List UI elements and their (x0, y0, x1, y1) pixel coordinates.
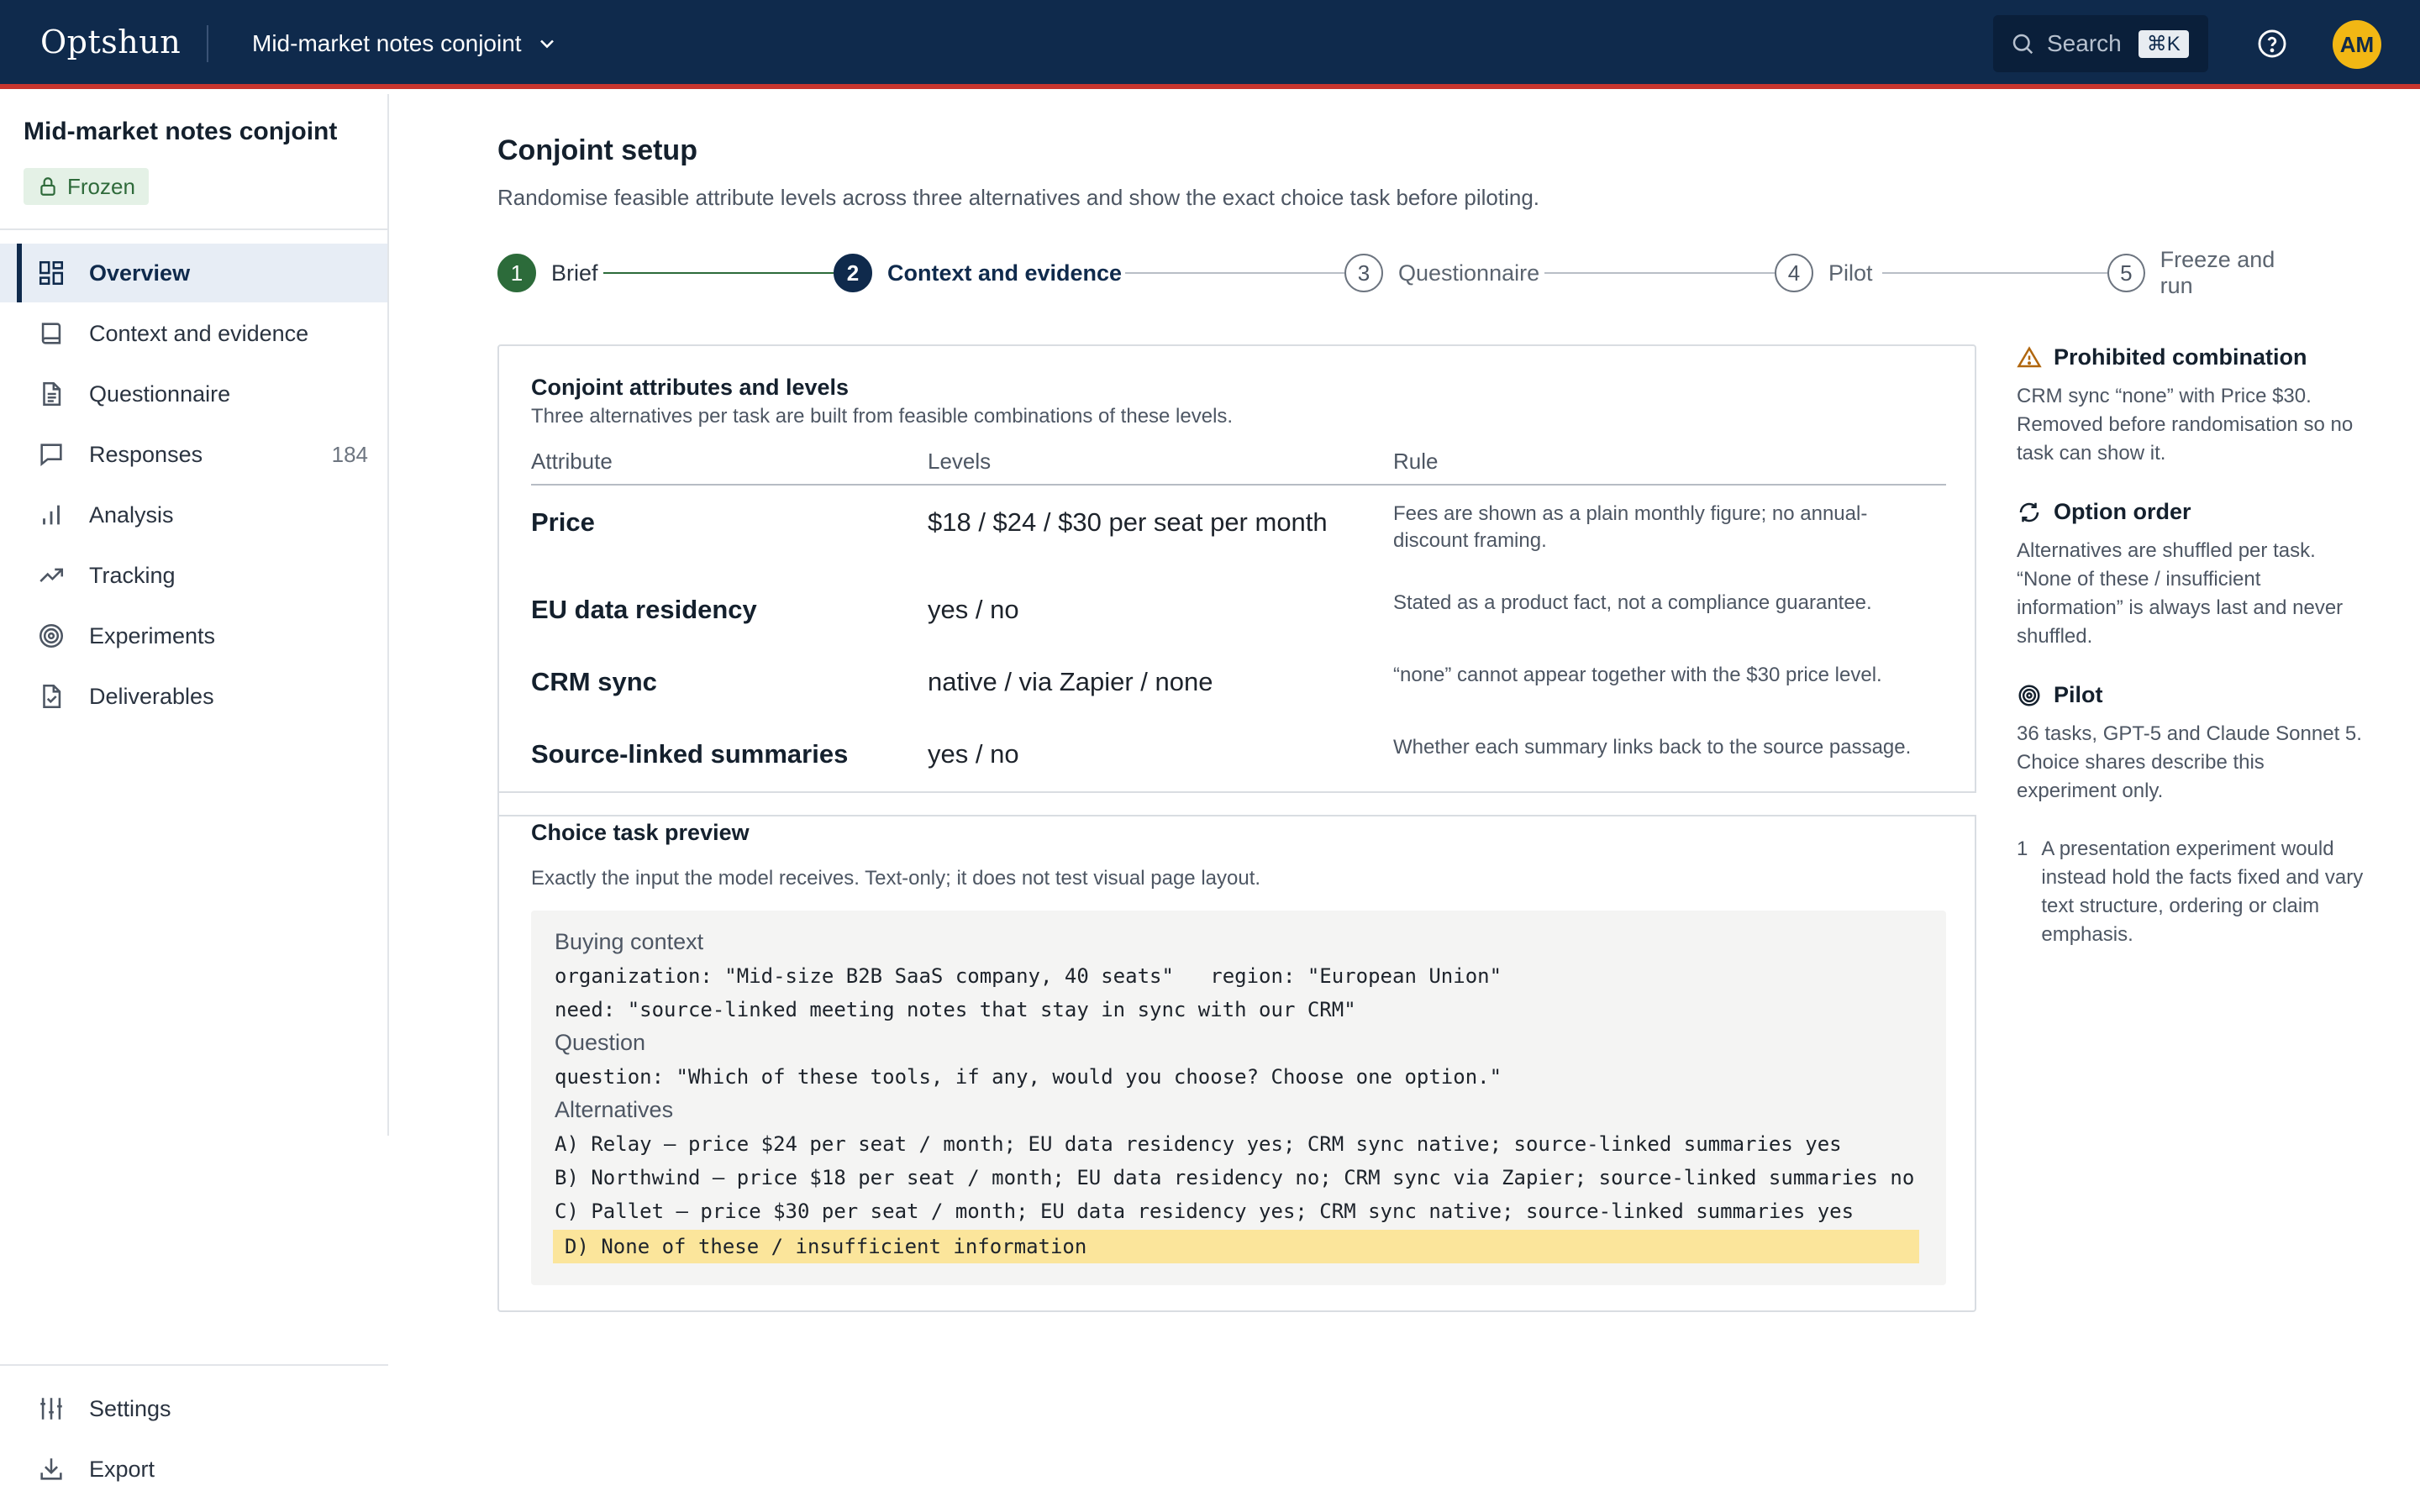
status-badge (24, 168, 149, 205)
note-pilot (2017, 682, 2370, 806)
sidebar-item-questionnaire[interactable] (0, 365, 388, 423)
column-header-attribute: Attribute (531, 449, 613, 474)
responses-count: 184 (331, 441, 368, 467)
preview-line: question: "Which of these tools, if any, would you choose? Choose one option." (555, 1065, 1502, 1089)
sidebar-item-label: Tracking (89, 562, 176, 588)
user-avatar[interactable]: AM (2333, 20, 2381, 69)
attribute-levels: yes / no (928, 595, 1019, 624)
attribute-rule: Whether each summary links back to the source passage. (1393, 736, 1912, 759)
sidebar (0, 94, 388, 1512)
sidebar-item-export[interactable] (0, 1440, 388, 1499)
footnote-marker: 1 (2017, 837, 2028, 860)
sidebar-item-label: Deliverables (89, 683, 214, 709)
search-icon (2010, 31, 2035, 56)
attribute-levels: native / via Zapier / none (928, 667, 1213, 696)
grid-icon (37, 259, 66, 287)
preview-line: organization: "Mid-size B2B SaaS company, 40 seats" region: "European Union" (555, 964, 1502, 988)
sidebar-nav (0, 244, 388, 727)
sidebar-item-label: Overview (89, 260, 191, 286)
download-icon (37, 1455, 66, 1483)
preview-alternative: B) Northwind — price $18 per seat / month; EU data residency no; CRM sync via Zapier; source-linked summaries no (555, 1166, 1915, 1189)
table-header-rule (531, 484, 1946, 486)
step-number: 4 (1775, 254, 1813, 292)
step-freeze-and-run[interactable] (2107, 247, 2312, 298)
topbar-divider (207, 25, 208, 62)
sidebar-project-title: Mid-market notes conjoint (24, 118, 338, 145)
preview-section-label: Question (555, 1030, 646, 1055)
step-label: Brief (551, 260, 598, 286)
bar-chart-icon (37, 501, 66, 529)
attribute-levels: $18 / $24 / $30 per seat per month (928, 507, 1328, 537)
sidebar-item-label: Questionnaire (89, 381, 231, 407)
note-title: Pilot (2054, 682, 2103, 707)
file-check-icon (37, 682, 66, 711)
attributes-title: Conjoint attributes and levels (531, 375, 850, 400)
step-number: 2 (834, 254, 872, 292)
footnote (2017, 835, 2370, 949)
step-number: 1 (497, 254, 536, 292)
note-title: Option order (2054, 499, 2191, 524)
step-label: Context and evidence (887, 260, 1123, 286)
preview-section-label: Alternatives (555, 1097, 674, 1122)
step-connector (603, 272, 855, 274)
sidebar-item-label: Export (89, 1456, 155, 1482)
note-body: 36 tasks, GPT-5 and Claude Sonnet 5. Choice shares describe this experiment only. (2017, 722, 2362, 802)
note-body: CRM sync “none” with Price $30. Removed before randomisation so no task can show it. (2017, 385, 2354, 465)
attribute-name: Source-linked summaries (531, 739, 849, 769)
note-prohibited-combination (2017, 344, 2370, 468)
target-icon (37, 622, 66, 650)
preview-alternative: A) Relay — price $24 per seat / month; EU data residency yes; CRM sync native; source-linked summaries yes (555, 1132, 1842, 1156)
choice-task-preview (531, 911, 1946, 1285)
attribute-name: EU data residency (531, 595, 757, 624)
sidebar-item-context[interactable] (0, 304, 388, 363)
sidebar-divider (0, 228, 388, 230)
sidebar-item-responses[interactable] (0, 425, 388, 484)
search-button[interactable] (1993, 15, 2208, 72)
warning-icon (2017, 345, 2042, 370)
preview-subtitle: Exactly the input the model receives. Text-only; it does not test visual page layout. (531, 867, 1261, 890)
step-number: 5 (2107, 254, 2145, 292)
sidebar-bottom-divider (0, 1364, 388, 1366)
sidebar-item-experiments[interactable] (0, 606, 388, 665)
step-connector (1544, 272, 1788, 274)
attribute-name: Price (531, 507, 595, 537)
help-button[interactable] (2254, 25, 2291, 62)
conjoint-card (497, 344, 1976, 1312)
step-questionnaire[interactable] (1344, 252, 1543, 294)
project-switcher[interactable] (252, 25, 559, 62)
refresh-icon (2017, 500, 2042, 525)
attribute-rule: Fees are shown as a plain monthly figure; no annual-discount framing. (1393, 502, 1868, 552)
sidebar-item-label: Experiments (89, 622, 216, 648)
chat-icon (37, 440, 66, 469)
step-connector (1111, 272, 1346, 274)
lock-icon (37, 176, 59, 197)
attributes-subtitle: Three alternatives per task are built from feasible combinations of these levels. (531, 405, 1234, 428)
step-brief[interactable] (497, 252, 602, 294)
sidebar-item-label: Context and evidence (89, 320, 309, 346)
stepper (497, 247, 2312, 298)
step-label: Pilot (1828, 260, 1873, 286)
sidebar-item-label: Analysis (89, 501, 174, 528)
document-icon (37, 380, 66, 408)
sidebar-item-deliverables[interactable] (0, 667, 388, 726)
sidebar-item-label: Responses (89, 441, 203, 467)
footnote-text: A presentation experiment would instead hold the facts fixed and vary text structure, ordering or claim emphasis. (2041, 837, 2364, 946)
sliders-icon (37, 1394, 66, 1423)
preview-title: Choice task preview (531, 820, 750, 845)
note-body: Alternatives are shuffled per task. “None of these / insufficient information” is always last and never shuffled. (2017, 539, 2344, 648)
step-context-and-evidence[interactable] (834, 252, 1125, 294)
page-title: Conjoint setup (497, 134, 697, 166)
preview-line: need: "source-linked meeting notes that stay in sync with our CRM" (555, 998, 1356, 1021)
attribute-levels: yes / no (928, 739, 1019, 769)
sidebar-border (387, 94, 389, 1136)
chevron-down-icon (535, 32, 559, 55)
sidebar-item-overview[interactable] (0, 244, 388, 302)
target-icon (2017, 683, 2042, 708)
search-label: Search (2047, 30, 2122, 56)
project-switcher-label: Mid-market notes conjoint (252, 30, 522, 56)
search-shortcut-badge: ⌘K (2139, 30, 2189, 58)
brand-logo[interactable]: Optshun (40, 24, 182, 60)
step-pilot[interactable] (1775, 252, 1876, 294)
card-section-divider (499, 791, 1976, 816)
column-header-levels: Levels (928, 449, 992, 474)
sidebar-item-analysis[interactable] (0, 486, 388, 544)
attribute-rule: Stated as a product fact, not a compliance guarantee. (1393, 591, 1872, 614)
preview-alternative: D) None of these / insufficient information (565, 1235, 1087, 1258)
column-header-rule: Rule (1393, 449, 1439, 474)
preview-alternative: C) Pallet — price $30 per seat / month; EU data residency yes; CRM sync native; source-linked summaries yes (555, 1200, 1854, 1223)
page-subtitle: Randomise feasible attribute levels across three alternatives and show the exact choice task before piloting. (497, 185, 1540, 210)
status-badge-label: Frozen (67, 173, 135, 199)
sidebar-item-label: Settings (89, 1395, 171, 1421)
note-option-order (2017, 499, 2370, 651)
note-title: Prohibited combination (2054, 344, 2307, 370)
step-label: Freeze and run (2160, 247, 2275, 298)
step-label: Questionnaire (1398, 260, 1540, 286)
attribute-rule: “none” cannot appear together with the $30 price level. (1393, 664, 1882, 686)
attribute-name: CRM sync (531, 667, 657, 696)
sidebar-item-tracking[interactable] (0, 546, 388, 605)
step-number: 3 (1344, 254, 1383, 292)
preview-section-label: Buying context (555, 929, 704, 954)
help-icon (2256, 28, 2288, 60)
book-icon (37, 319, 66, 348)
trend-icon (37, 561, 66, 590)
top-bar (0, 0, 2420, 89)
sidebar-bottom-nav (0, 1379, 388, 1500)
sidebar-item-settings[interactable] (0, 1379, 388, 1438)
step-connector (1882, 272, 2111, 274)
